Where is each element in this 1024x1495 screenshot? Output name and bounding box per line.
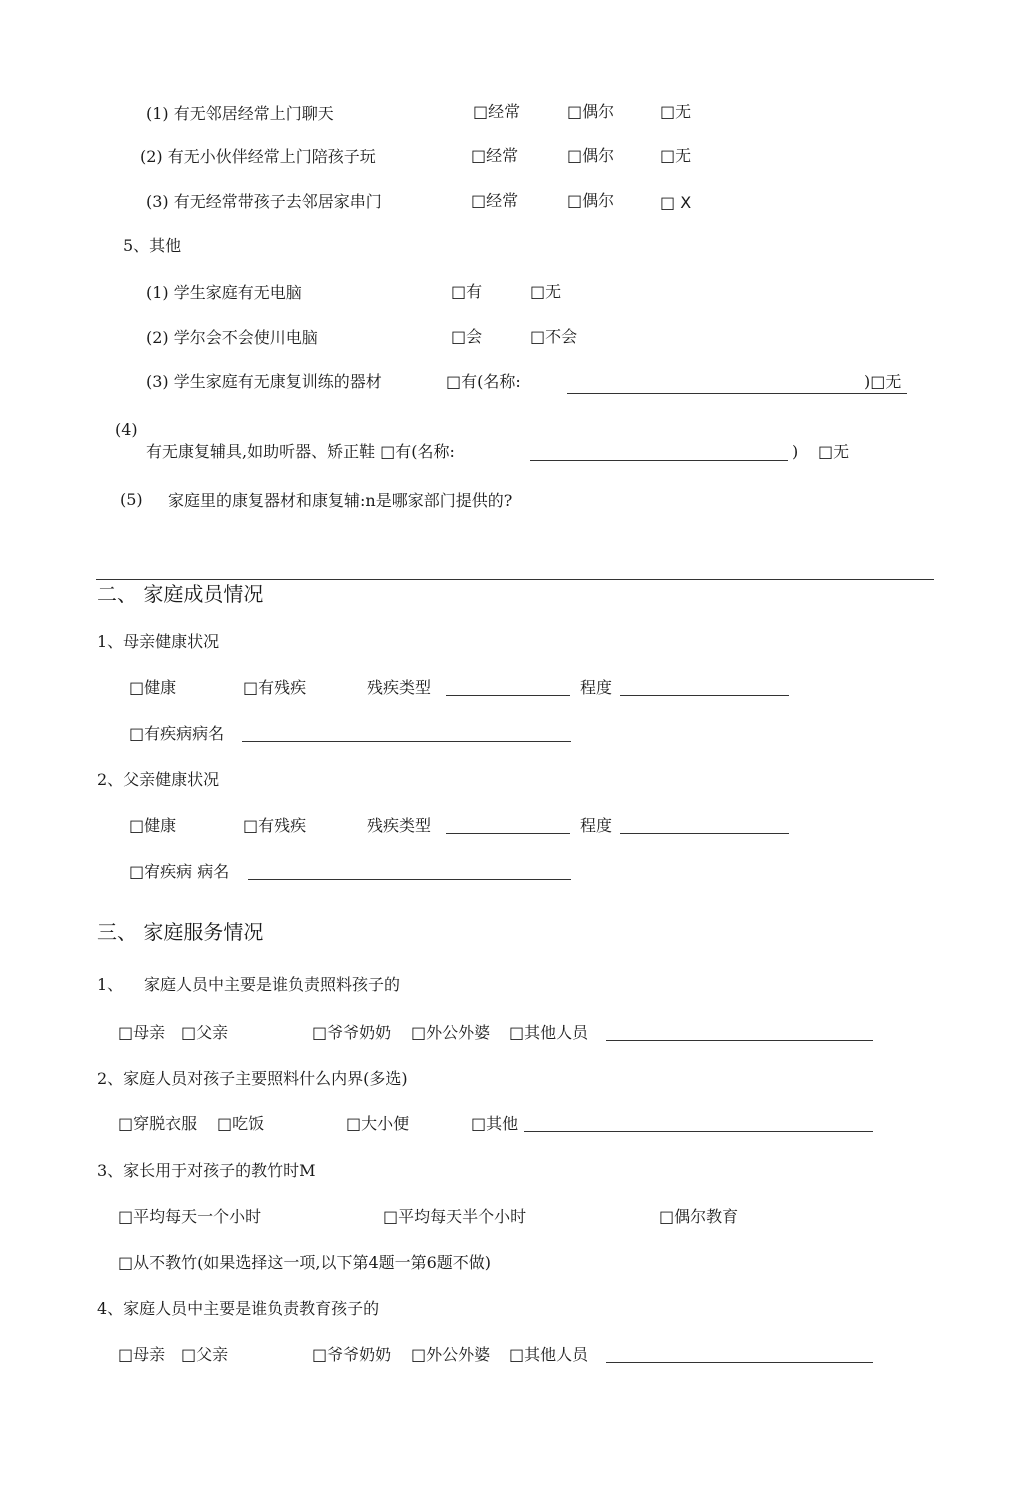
p4-option-no[interactable]: □无: [818, 442, 850, 461]
p1-label: (1) 学生家庭有无电脑: [146, 283, 302, 302]
q1-option-often[interactable]: □经常: [473, 102, 521, 121]
father-degree-field[interactable]: [620, 833, 789, 834]
father-option-disabled[interactable]: □有残疾: [243, 816, 307, 835]
s3-q1-others-field[interactable]: [606, 1040, 873, 1041]
s3-q3-option-never[interactable]: □从不教竹(如果选择这一项,以下第4题一第6题不做): [118, 1253, 492, 1272]
p2-label: (2) 学尔会不会使川电脑: [146, 328, 318, 347]
section-divider: [96, 579, 934, 580]
father-disease-label[interactable]: □宥疾病 病名: [129, 862, 230, 881]
q3-option-sometimes[interactable]: □偶尔: [567, 191, 615, 210]
p4-name-field[interactable]: [530, 460, 788, 461]
father-degree-label: 程度: [580, 816, 613, 835]
s3-q3-option-half-hour[interactable]: □平均每天半个小时: [383, 1207, 527, 1226]
s3-q4-option-father[interactable]: □父亲: [181, 1345, 229, 1364]
s3-q1-number: 1、: [97, 975, 124, 994]
q1-label: (1) 有无邻居经常上门聊天: [146, 104, 334, 123]
s3-q4-option-paternal-grandparents[interactable]: □爷爷奶奶: [312, 1345, 392, 1364]
q2-label: (2) 有无小伙伴经常上门陪孩子玩: [140, 147, 376, 166]
s3-q4-others-field[interactable]: [606, 1362, 873, 1363]
mother-health-label: 1、母亲健康状况: [97, 632, 220, 651]
p1-option-yes[interactable]: □有: [451, 282, 483, 301]
s3-q2-option-toileting[interactable]: □大小便: [346, 1114, 410, 1133]
father-disease-field[interactable]: [248, 879, 571, 880]
p2-option-yes[interactable]: □会: [451, 327, 483, 346]
father-option-healthy[interactable]: □健康: [129, 816, 177, 835]
s3-q1-option-maternal-grandparents[interactable]: □外公外婆: [411, 1023, 491, 1042]
s3-q4-option-maternal-grandparents[interactable]: □外公外婆: [411, 1345, 491, 1364]
q3-label: (3) 有无经常带孩子去邻居家串门: [146, 192, 382, 211]
s3-q2-label: 2、家庭人员对孩子主要照料什么内界(多选): [97, 1069, 408, 1088]
p3-option-no[interactable]: )□无: [864, 372, 902, 391]
q2-option-sometimes[interactable]: □偶尔: [567, 146, 615, 165]
s3-q2-option-other[interactable]: □其他: [471, 1114, 519, 1133]
mother-degree-field[interactable]: [620, 695, 789, 696]
p2-option-no[interactable]: □不会: [530, 327, 578, 346]
s3-q4-option-others[interactable]: □其他人员: [509, 1345, 589, 1364]
s3-q3-label: 3、家长用于对孩子的教竹时M: [97, 1161, 316, 1180]
p3-name-field[interactable]: [567, 393, 907, 394]
section3-title: 三、 家庭服务情况: [97, 920, 264, 944]
p4-close-paren: ): [792, 442, 799, 461]
s3-q1-option-father[interactable]: □父亲: [181, 1023, 229, 1042]
father-disability-type-field[interactable]: [446, 833, 570, 834]
mother-degree-label: 程度: [580, 678, 613, 697]
mother-disability-type-field[interactable]: [446, 695, 570, 696]
section5-heading: 5、其他: [123, 236, 182, 255]
mother-disease-label[interactable]: □有疾病病名: [129, 724, 225, 743]
father-health-label: 2、父亲健康状况: [97, 770, 220, 789]
s3-q1-option-mother[interactable]: □母亲: [118, 1023, 166, 1042]
q3-option-none[interactable]: □ X: [660, 193, 692, 212]
p5-number: (5): [120, 490, 143, 509]
q3-option-often[interactable]: □经常: [471, 191, 519, 210]
q2-option-often[interactable]: □经常: [471, 146, 519, 165]
s3-q3-option-one-hour[interactable]: □平均每天一个小时: [118, 1207, 262, 1226]
s3-q4-label: 4、家庭人员中主要是谁负责教育孩子的: [97, 1299, 380, 1318]
section2-title: 二、 家庭成员情况: [97, 582, 264, 606]
s3-q4-option-mother[interactable]: □母亲: [118, 1345, 166, 1364]
q2-option-none[interactable]: □无: [660, 146, 692, 165]
mother-disability-type-label: 残疾类型: [367, 678, 432, 697]
s3-q2-option-eating[interactable]: □吃饭: [217, 1114, 265, 1133]
s3-q1-label: 家庭人员中主要是谁负责照料孩子的: [144, 975, 401, 994]
p5-label: 家庭里的康复器材和康复辅:n是哪家部门提供的?: [168, 491, 513, 510]
mother-disease-field[interactable]: [242, 741, 571, 742]
s3-q2-option-dressing[interactable]: □穿脱衣服: [118, 1114, 198, 1133]
s3-q3-option-occasional[interactable]: □偶尔教育: [659, 1207, 739, 1226]
q1-option-sometimes[interactable]: □偶尔: [567, 102, 615, 121]
s3-q1-option-paternal-grandparents[interactable]: □爷爷奶奶: [312, 1023, 392, 1042]
mother-option-disabled[interactable]: □有残疾: [243, 678, 307, 697]
p4-number: (4): [115, 420, 138, 439]
p3-option-yes[interactable]: □有(名称:: [446, 372, 521, 391]
s3-q2-other-field[interactable]: [524, 1131, 873, 1132]
s3-q1-option-others[interactable]: □其他人员: [509, 1023, 589, 1042]
p4-label: 有无康复辅具,如助听器、矫正鞋 □有(名称:: [146, 442, 455, 461]
q1-option-none[interactable]: □无: [660, 102, 692, 121]
p1-option-no[interactable]: □无: [530, 282, 562, 301]
mother-option-healthy[interactable]: □健康: [129, 678, 177, 697]
p3-label: (3) 学生家庭有无康复训练的器材: [146, 372, 382, 391]
father-disability-type-label: 残疾类型: [367, 816, 432, 835]
